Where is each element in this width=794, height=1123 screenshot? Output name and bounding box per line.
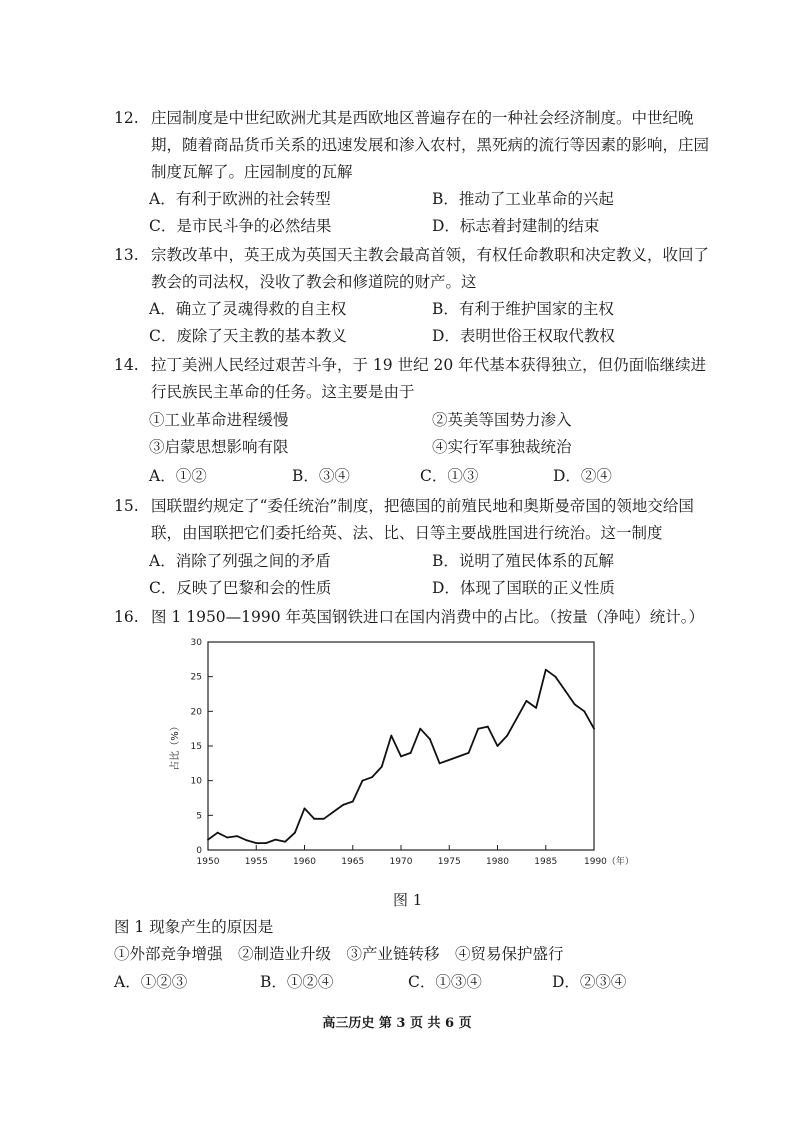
data-point: [535, 707, 537, 709]
data-point: [429, 738, 431, 740]
data-point: [400, 756, 402, 758]
data-point: [246, 839, 248, 841]
data-point: [487, 726, 489, 728]
data-point: [275, 839, 277, 841]
option-c[interactable]: C．废除了天主教的基本教义: [149, 327, 347, 345]
data-point: [545, 669, 547, 671]
statement-1: ①工业革命进程缓慢: [149, 411, 289, 429]
data-point: [468, 752, 470, 754]
data-point: [255, 842, 257, 844]
page-footer: 高三历史 第 3 页 共 6 页: [322, 1016, 472, 1031]
data-point: [583, 710, 585, 712]
option-d[interactable]: D．体现了国联的正义性质: [432, 579, 615, 597]
x-tick-label: 1960: [293, 857, 316, 867]
question-16-prompt: 图 1 现象产生的原因是: [114, 918, 274, 936]
option-b[interactable]: B．③④: [292, 467, 350, 485]
data-point: [593, 728, 595, 730]
statement-2: ②英美等国势力渗入: [432, 411, 572, 429]
question-stem: 庄园制度是中世纪欧洲尤其是西欧地区普遍存在的一种社会经济制度。中世纪晚期，随着商品货币关系的迅速发展和渗入农村，黑死病的流行等因素的影响，庄园制度瓦解了。庄园制度的瓦解: [151, 109, 710, 181]
statement-3: ③启蒙思想影响有限: [149, 438, 289, 456]
y-axis-label: 占比（%）: [170, 721, 181, 771]
option-a[interactable]: A．确立了灵魂得救的自主权: [149, 300, 347, 318]
data-point: [294, 832, 296, 834]
data-point: [410, 752, 412, 754]
x-tick-label: 1970: [389, 857, 413, 867]
y-tick-label: 5: [196, 811, 202, 822]
data-point: [352, 801, 354, 803]
option-c[interactable]: C．①③: [420, 467, 479, 485]
option-b[interactable]: B．推动了工业革命的兴起: [432, 190, 614, 208]
option-b[interactable]: B．说明了殖民体系的瓦解: [432, 552, 614, 570]
question-16: [114, 604, 714, 631]
question-number: 13.: [114, 246, 139, 264]
statement-4: ④实行军事独裁统治: [432, 438, 572, 456]
reason-list: ①外部竞争增强 ②制造业升级 ③产业链转移 ④贸易保护盛行: [114, 945, 564, 963]
question-12: [114, 105, 714, 186]
data-point: [516, 717, 518, 719]
question-15: [114, 493, 714, 547]
data-point: [371, 776, 373, 778]
y-tick-label: 10: [190, 776, 202, 787]
question-stem: 拉丁美洲人民经过艰苦斗争，于 19 世纪 20 年代基本获得独立，但仍面临继续进行民族民主革命的任务。这主要是由于: [151, 356, 707, 401]
data-point: [313, 818, 315, 820]
y-tick-label: 15: [190, 742, 202, 752]
x-tick-label: 1950: [196, 857, 220, 867]
data-point: [304, 808, 306, 810]
option-b[interactable]: B．有利于维护国家的主权: [432, 300, 614, 318]
option-d[interactable]: D．②④: [553, 467, 612, 485]
x-tick-label: 1990（年）: [584, 857, 634, 867]
data-point: [333, 811, 335, 813]
question-stem: 图 1 1950—1990 年英国钢铁进口在国内消费中的占比。（按量（净吨）统计。）: [151, 608, 705, 626]
plot-frame: [208, 642, 594, 850]
data-point: [419, 728, 421, 730]
x-tick-label: 1955: [244, 857, 268, 867]
question-14: [114, 352, 714, 406]
option-d[interactable]: D．标志着封建制的结束: [432, 217, 600, 235]
data-point: [458, 756, 460, 758]
data-point: [477, 728, 479, 730]
question-16-options: [114, 970, 634, 994]
data-point: [555, 676, 557, 678]
data-point: [207, 839, 209, 841]
question-stem: 宗教改革中，英王成为英国天主教会最高首领，有权任命教职和决定教义，收回了教会的司法权，没收了教会和修道院的财产。这: [151, 246, 710, 291]
question-number: 12.: [114, 109, 139, 127]
data-point: [574, 704, 576, 706]
x-tick-label: 1975: [437, 857, 461, 867]
data-point: [526, 700, 528, 702]
option-c[interactable]: C．是市民斗争的必然结果: [149, 217, 332, 235]
data-point: [265, 842, 267, 844]
question-number: 15.: [114, 497, 139, 515]
question-13: [114, 242, 714, 296]
data-point: [342, 804, 344, 806]
data-point: [362, 780, 364, 782]
option-a[interactable]: A．①②③: [114, 973, 188, 991]
question-stem: 国联盟约规定了“委任统治”制度，把德国的前殖民地和奥斯曼帝国的领地交给国联，由国联把它们委托给英、法、比、日等主要战胜国进行统治。这一制度: [151, 497, 694, 542]
data-point: [217, 832, 219, 834]
y-tick-label: 30: [190, 638, 202, 648]
x-tick-label: 1980: [486, 857, 509, 867]
option-a[interactable]: A．有利于欧洲的社会转型: [149, 190, 331, 208]
data-point: [564, 690, 566, 692]
data-point: [390, 735, 392, 737]
y-tick-label: 0: [196, 846, 202, 856]
option-a[interactable]: A．消除了列强之间的矛盾: [149, 552, 331, 570]
data-point: [439, 762, 441, 764]
data-point: [506, 735, 508, 737]
data-point: [381, 766, 383, 768]
data-point: [497, 745, 499, 747]
option-a[interactable]: A．①②: [149, 467, 207, 485]
data-point: [226, 837, 228, 839]
option-c[interactable]: C．反映了巴黎和会的性质: [149, 579, 332, 597]
line-chart: [154, 634, 634, 879]
y-tick-label: 20: [190, 707, 202, 718]
x-tick-label: 1985: [534, 857, 558, 867]
y-tick-label: 25: [190, 672, 202, 683]
data-point: [284, 841, 286, 843]
data-point: [236, 835, 238, 837]
option-d[interactable]: D．表明世俗王权取代教权: [432, 327, 615, 345]
question-number: 14.: [114, 356, 139, 374]
x-tick-label: 1965: [341, 857, 365, 867]
data-point: [448, 759, 450, 761]
figure-caption: 图 1: [393, 891, 423, 909]
option-c[interactable]: C．①③④: [408, 973, 482, 991]
option-b[interactable]: B．①②④: [260, 973, 334, 991]
data-point: [323, 818, 325, 820]
question-number: 16.: [114, 608, 139, 626]
option-d[interactable]: D．②③④: [552, 973, 627, 991]
